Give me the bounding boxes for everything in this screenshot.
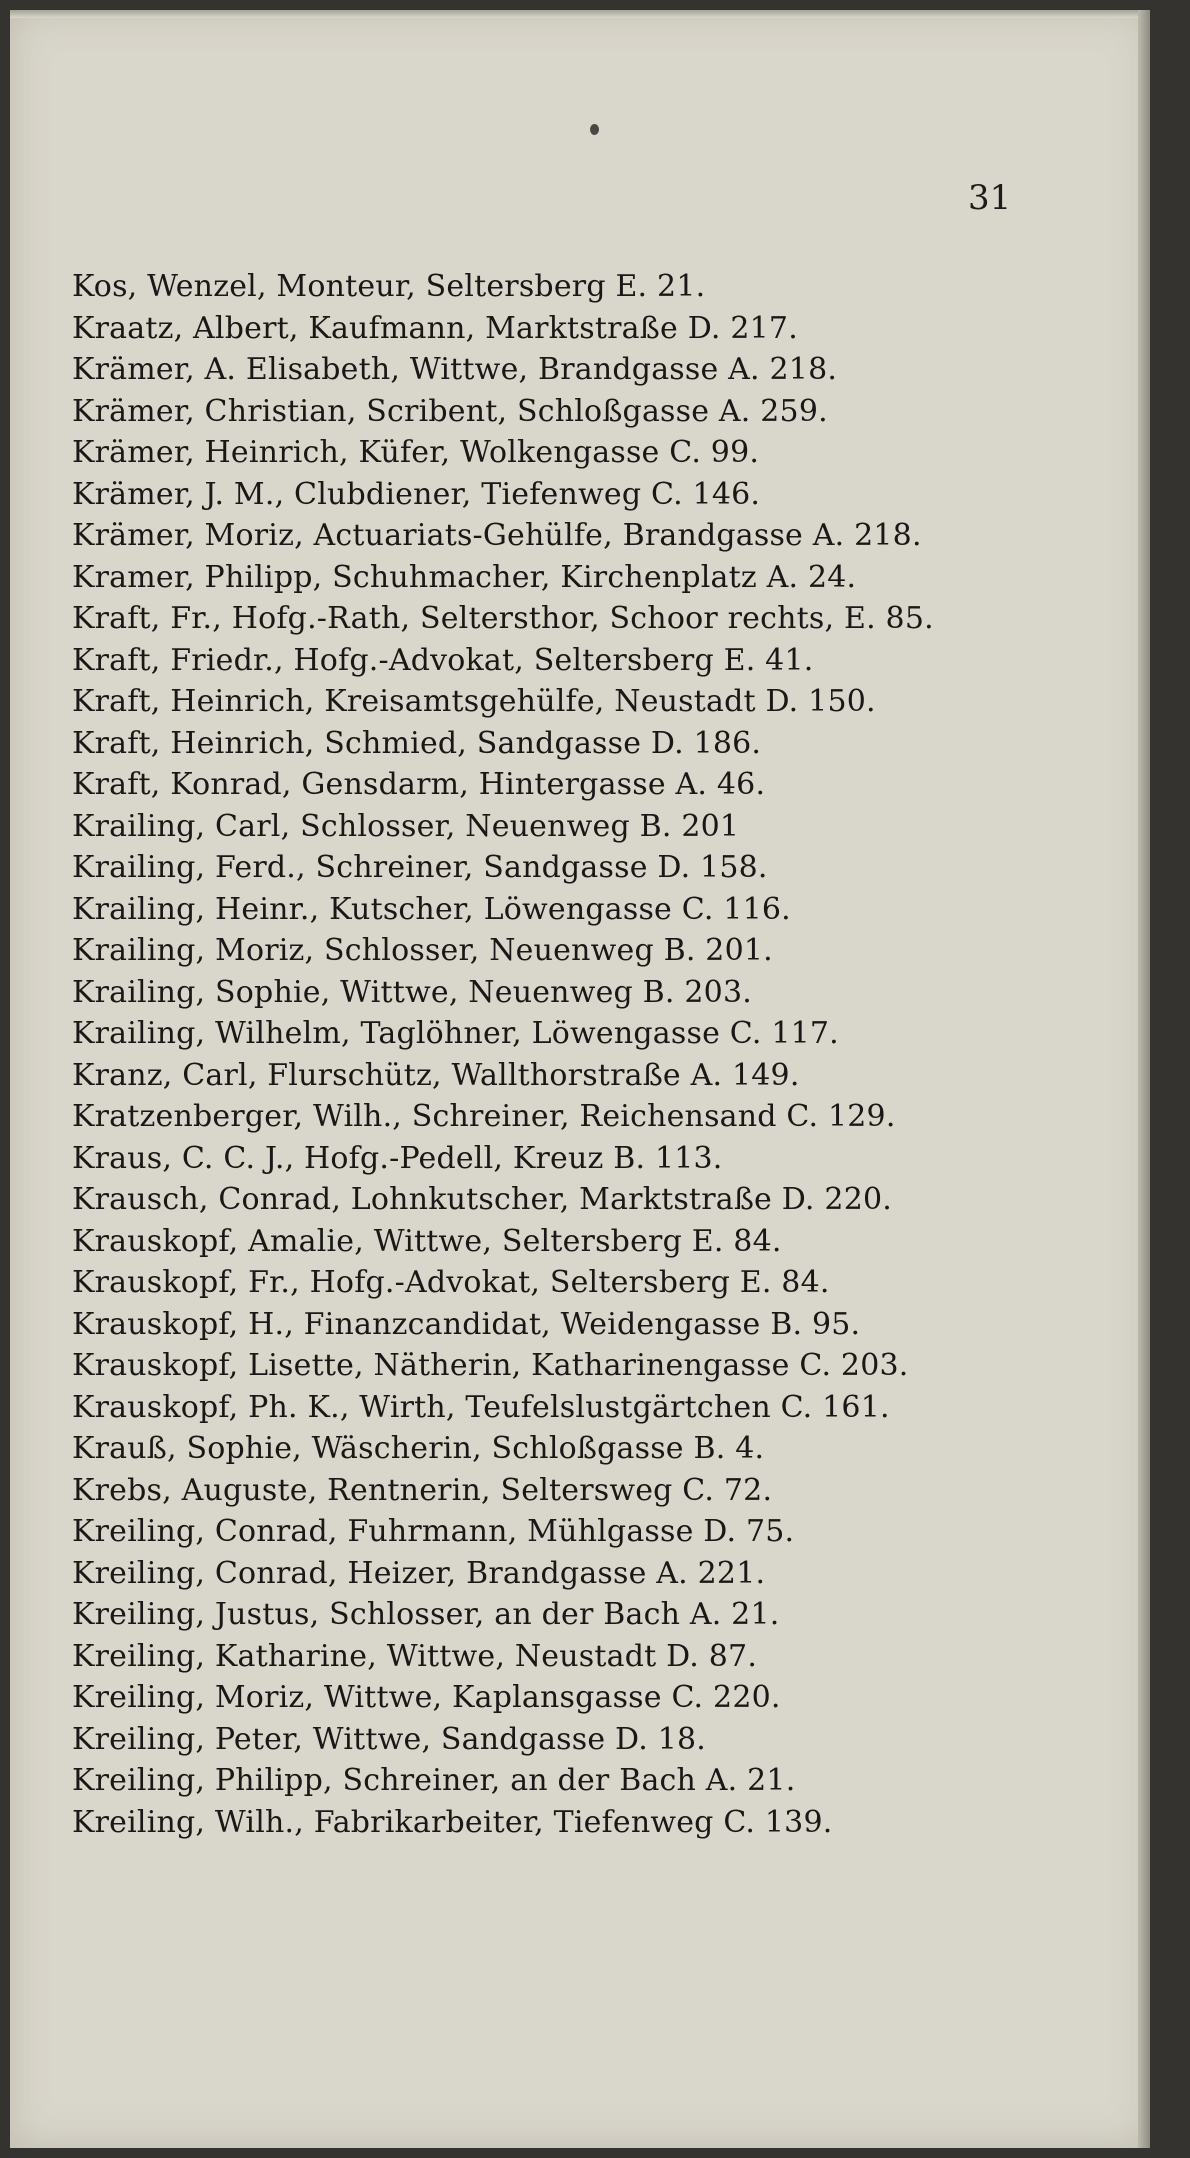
directory-entry: Krauß, Sophie, Wäscherin, Schloßgasse B. 4. xyxy=(72,1431,765,1466)
directory-entry: Krämer, Heinrich, Küfer, Wolkengasse C. 99. xyxy=(72,435,760,470)
directory-entry: Krauskopf, Amalie, Wittwe, Seltersberg E. 84. xyxy=(72,1223,782,1259)
directory-entry: Krausch, Conrad, Lohnkutscher, Marktstraße D. 220. xyxy=(72,1182,892,1217)
directory-entry: Kraft, Konrad, Gensdarm, Hintergasse A. 46. xyxy=(72,767,766,802)
directory-entry: Kreiling, Philipp, Schreiner, an der Bach A. 21. xyxy=(72,1763,796,1798)
directory-entry: Krauskopf, Fr., Hofg.-Advokat, Seltersberg E. 84. xyxy=(72,1265,830,1300)
directory-entry: Kos, Wenzel, Monteur, Seltersberg E. 21. xyxy=(72,269,706,304)
directory-entry: Kraatz, Albert, Kaufmann, Marktstraße D. 217. xyxy=(72,310,798,346)
directory-entry: Kraft, Friedr., Hofg.-Advokat, Seltersberg E. 41. xyxy=(72,642,814,678)
directory-entries xyxy=(72,266,1072,1843)
directory-entry: Kraft, Heinrich, Kreisamtsgehülfe, Neustadt D. 150. xyxy=(72,684,876,719)
directory-entry: Krailing, Ferd., Schreiner, Sandgasse D. 158. xyxy=(72,850,768,885)
directory-entry: Kreiling, Conrad, Fuhrmann, Mühlgasse D. 75. xyxy=(72,1514,795,1549)
directory-entry: Krauskopf, Ph. K., Wirth, Teufelslustgärtchen C. 161. xyxy=(72,1389,890,1425)
directory-entry: Krailing, Wilhelm, Taglöhner, Löwengasse C. 117. xyxy=(72,1016,839,1051)
directory-entry: Kramer, Philipp, Schuhmacher, Kirchenplatz A. 24. xyxy=(72,559,857,595)
directory-entry: Kraus, C. C. J., Hofg.-Pedell, Kreuz B. 113. xyxy=(72,1140,723,1176)
directory-entry: Krauskopf, Lisette, Nätherin, Katharinengasse C. 203. xyxy=(72,1348,909,1383)
directory-entry: Kreiling, Peter, Wittwe, Sandgasse D. 18. xyxy=(72,1721,707,1757)
directory-entry: Krailing, Heinr., Kutscher, Löwengasse C. 116. xyxy=(72,891,791,927)
ink-spot xyxy=(590,124,599,135)
directory-entry: Krebs, Auguste, Rentnerin, Seltersweg C. 72. xyxy=(72,1472,773,1508)
directory-entry: Kreiling, Katharine, Wittwe, Neustadt D. 87. xyxy=(72,1638,758,1674)
directory-entry: Krailing, Sophie, Wittwe, Neuenweg B. 203. xyxy=(72,974,752,1010)
directory-entry: Krämer, Moriz, Actuariats-Gehülfe, Brandgasse A. 218. xyxy=(72,518,922,553)
directory-entry: Krauskopf, H., Finanzcandidat, Weidengasse B. 95. xyxy=(72,1306,861,1342)
page-right-edge xyxy=(1138,10,1150,2148)
directory-entry: Krämer, J. M., Clubdiener, Tiefenweg C. 146. xyxy=(72,476,761,512)
directory-entry: Kraft, Heinrich, Schmied, Sandgasse D. 186. xyxy=(72,725,762,761)
directory-entry: Kreiling, Moriz, Wittwe, Kaplansgasse C. 220. xyxy=(72,1680,781,1715)
directory-entry: Kreiling, Wilh., Fabrikarbeiter, Tiefenweg C. 139. xyxy=(72,1804,833,1840)
directory-entry: Krämer, Christian, Scribent, Schloßgasse A. 259. xyxy=(72,393,828,429)
directory-entry: Krailing, Carl, Schlosser, Neuenweg B. 201 xyxy=(72,808,740,844)
directory-entry: Krailing, Moriz, Schlosser, Neuenweg B. 201. xyxy=(72,933,773,968)
directory-entry: Kranz, Carl, Flurschütz, Wallthorstraße A. 149. xyxy=(72,1057,800,1093)
directory-entry: Kreiling, Justus, Schlosser, an der Bach A. 21. xyxy=(72,1597,780,1632)
directory-entry: Kreiling, Conrad, Heizer, Brandgasse A. 221. xyxy=(72,1555,766,1591)
book-page xyxy=(10,10,1150,2148)
page-top-edge xyxy=(10,10,1150,18)
directory-entry: Kratzenberger, Wilh., Schreiner, Reichensand C. 129. xyxy=(72,1099,896,1134)
directory-entry: Kraft, Fr., Hofg.-Rath, Seltersthor, Schoor rechts, E. 85. xyxy=(72,601,934,636)
directory-entry: Krämer, A. Elisabeth, Wittwe, Brandgasse A. 218. xyxy=(72,352,838,387)
page-number: 31 xyxy=(968,178,1012,218)
